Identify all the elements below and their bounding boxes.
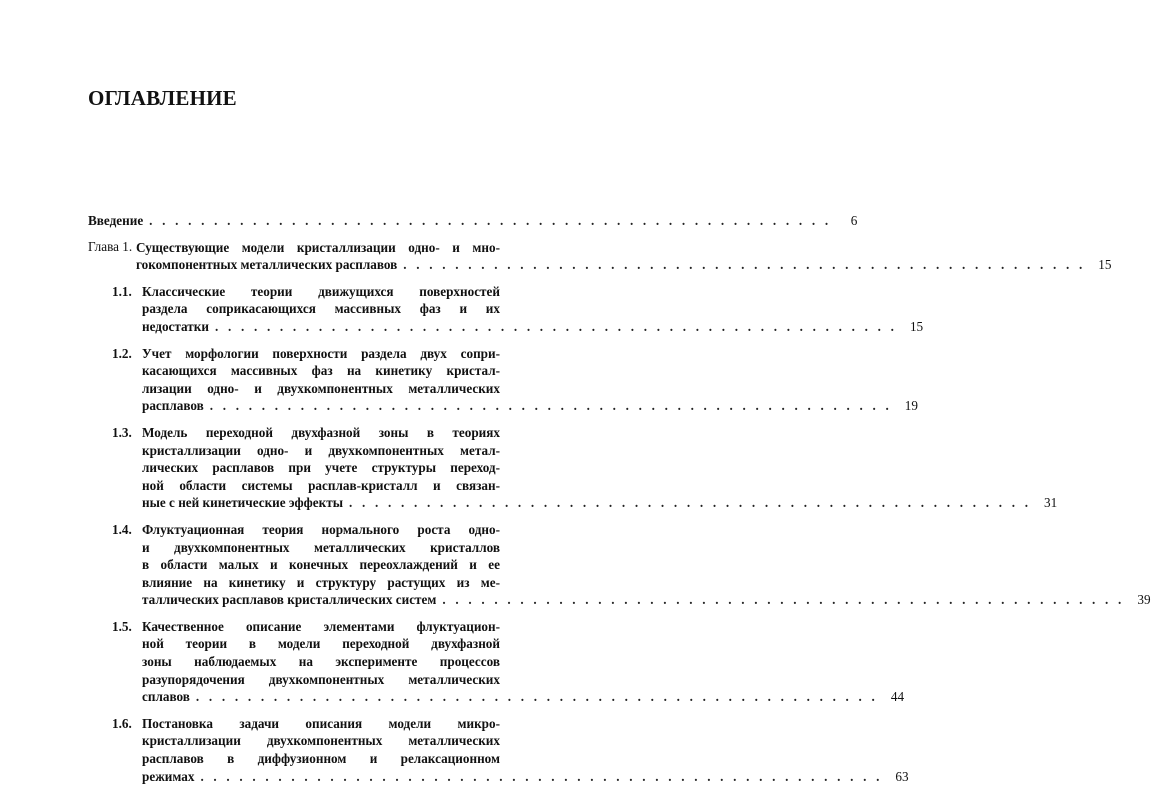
entry-title-text: ной области системы расплав-кристалл и связан-	[142, 477, 500, 493]
entry-title-text: разупорядочения двухкомпонентных металлических	[142, 671, 500, 687]
entry-title-line	[142, 715, 500, 733]
entry-title	[142, 345, 918, 415]
entry-title-text: Качественное описание элементами флуктуацион-	[142, 618, 500, 634]
entry-title-text: гокомпонентных металлических расплавов	[136, 257, 398, 273]
entry-title-line	[142, 618, 500, 636]
page-number: 44	[890, 689, 905, 705]
entry-title-text: Постановка задачи описания модели микро-	[142, 715, 500, 731]
leader-dots: . . . . . . . . . . . . . . . . . . . . . . . . . . . . . . . . . . . . . . . . . . . . . . . . . . . . .	[195, 689, 879, 705]
leader-dots: . . . . . . . . . . . . . . . . . . . . . . . . . . . . . . . . . . . . . . . . . . . . . . . . . . . . .	[200, 768, 883, 784]
section-number: 1.1.	[112, 283, 132, 299]
entry-title-text: кристаллизации одно- и двухкомпонентных метал-	[142, 442, 500, 458]
entry-title-line	[142, 521, 500, 539]
entry-title-text: Введение	[88, 213, 144, 228]
entry-title-text: режимах	[142, 768, 195, 784]
entry-title-line	[142, 732, 500, 750]
section-number: 1.4.	[112, 521, 132, 537]
entry-title-line	[142, 477, 500, 495]
toc-entry-section[interactable]	[88, 521, 1151, 609]
entry-title-text: влияние на кинетику и структуру растущих из ме-	[142, 574, 500, 590]
entry-title-line	[142, 345, 500, 363]
entry-title-text: лических расплавов при учете структуры переход-	[142, 460, 500, 476]
entry-title-text: расплавов	[142, 398, 204, 414]
entry-title-text: таллических расплавов кристаллических систем	[142, 592, 437, 608]
entry-title	[136, 239, 1112, 274]
entry-title-line	[142, 653, 500, 671]
section-number: 1.5.	[112, 618, 132, 634]
leader-dots: . . . . . . . . . . . . . . . . . . . . . . . . . . . . . . . . . . . . . . . . . . . . . . . . . . . . .	[349, 495, 1032, 511]
page-number: 15	[909, 318, 924, 334]
page-number: 63	[895, 768, 909, 784]
entry-title-text: раздела соприкасающихся массивных фаз и их	[142, 301, 500, 317]
page-number: 39	[1137, 592, 1151, 608]
entry-title-line	[142, 591, 1151, 609]
section-number: 1.3.	[112, 424, 132, 440]
toc-entry-section[interactable]	[88, 618, 905, 706]
entry-title	[142, 283, 924, 336]
entry-title-text: Учет морфологии поверхности раздела двух сопри-	[142, 345, 500, 361]
entry-title-text: и двухкомпонентных металлических кристаллов	[142, 539, 500, 555]
entry-title	[142, 618, 905, 706]
entry-title-line	[142, 494, 1058, 512]
entry-title	[142, 521, 1151, 609]
entry-title-line	[142, 380, 500, 398]
entry-title-text: Флуктуационная теория нормального роста одно-	[142, 521, 500, 537]
entry-title-line	[142, 362, 500, 380]
entry-title-line	[136, 239, 500, 257]
toc-entry-section[interactable]	[88, 283, 924, 336]
entry-title	[88, 212, 858, 230]
entry-title-line	[142, 768, 909, 786]
entry-title-line	[88, 212, 858, 230]
entry-title-line	[142, 459, 500, 477]
page-number: 19	[904, 398, 918, 414]
page-number: 6	[850, 213, 858, 228]
entry-title-line	[142, 397, 918, 415]
leader-dots: . . . . . . . . . . . . . . . . . . . . . . . . . . . . . . . . . . . . . . . . . . . . . . . . . . . . .	[442, 592, 1125, 608]
entry-title-line	[142, 750, 500, 768]
page-number: 31	[1044, 495, 1058, 511]
entry-title-text: недостатки	[142, 318, 209, 334]
entry-title-text: Классические теории движущихся поверхностей	[142, 283, 500, 299]
entry-title	[142, 424, 1058, 512]
leader-dots: . . . . . . . . . . . . . . . . . . . . . . . . . . . . . . . . . . . . . . . . . . . . . . . . . . . . .	[214, 318, 898, 334]
entry-title-text: кристаллизации двухкомпонентных металлических	[142, 733, 500, 749]
entry-title-text: расплавов в диффузионном и релаксационном	[142, 751, 500, 767]
entry-title-line	[142, 635, 500, 653]
entry-title	[142, 715, 909, 785]
section-number: 1.2.	[112, 345, 132, 361]
entry-title-line	[142, 574, 500, 592]
entry-title-line	[142, 556, 500, 574]
entry-title-text: в области малых и конечных переохлаждений и ее	[142, 557, 500, 573]
entry-title-line	[142, 671, 500, 689]
entry-title-text: ной теории в модели переходной двухфазной	[142, 636, 500, 652]
entry-title-text: Модель переходной двухфазной зоны в теориях	[142, 424, 500, 440]
table-of-contents	[88, 212, 1151, 794]
toc-entry-chapter[interactable]	[88, 238, 1112, 274]
page-number: 15	[1098, 257, 1112, 273]
entry-title-text: зоны наблюдаемых на эксперименте процессов	[142, 654, 500, 670]
toc-entry-intro[interactable]	[88, 212, 858, 230]
page-title: ОГЛАВЛЕНИЕ	[88, 86, 237, 110]
section-number: 1.6.	[112, 715, 132, 731]
leader-dots: . . . . . . . . . . . . . . . . . . . . . . . . . . . . . . . . . . . . . . . . . . . . . . . . . . . . .	[209, 398, 892, 414]
entry-title-line	[142, 442, 500, 460]
entry-title-line	[142, 283, 500, 301]
chapter-label: Глава 1.	[88, 238, 133, 254]
leader-dots: . . . . . . . . . . . . . . . . . . . . . . . . . . . . . . . . . . . . . . . . . . . . . . . . . . . . .	[149, 213, 832, 228]
entry-title-text: лизации одно- и двухкомпонентных металлических	[142, 380, 500, 396]
toc-entry-section[interactable]	[88, 345, 918, 415]
entry-title-line	[142, 318, 924, 336]
entry-title-text: Существующие модели кристаллизации одно- и мно-	[136, 239, 500, 255]
entry-title-text: сплавов	[142, 689, 190, 705]
entry-title-line	[142, 300, 500, 318]
entry-title-text: касающихся массивных фаз на кинетику кристал-	[142, 363, 500, 379]
entry-title-line	[142, 424, 500, 442]
entry-title-line	[136, 256, 1112, 274]
leader-dots: . . . . . . . . . . . . . . . . . . . . . . . . . . . . . . . . . . . . . . . . . . . . . . . . . . . . .	[403, 257, 1086, 273]
entry-title-text: ные с ней кинетические эффекты	[142, 495, 344, 511]
entry-title-line	[142, 688, 905, 706]
entry-title-line	[142, 539, 500, 557]
toc-entry-section[interactable]	[88, 715, 909, 785]
toc-entry-section[interactable]	[88, 424, 1058, 512]
